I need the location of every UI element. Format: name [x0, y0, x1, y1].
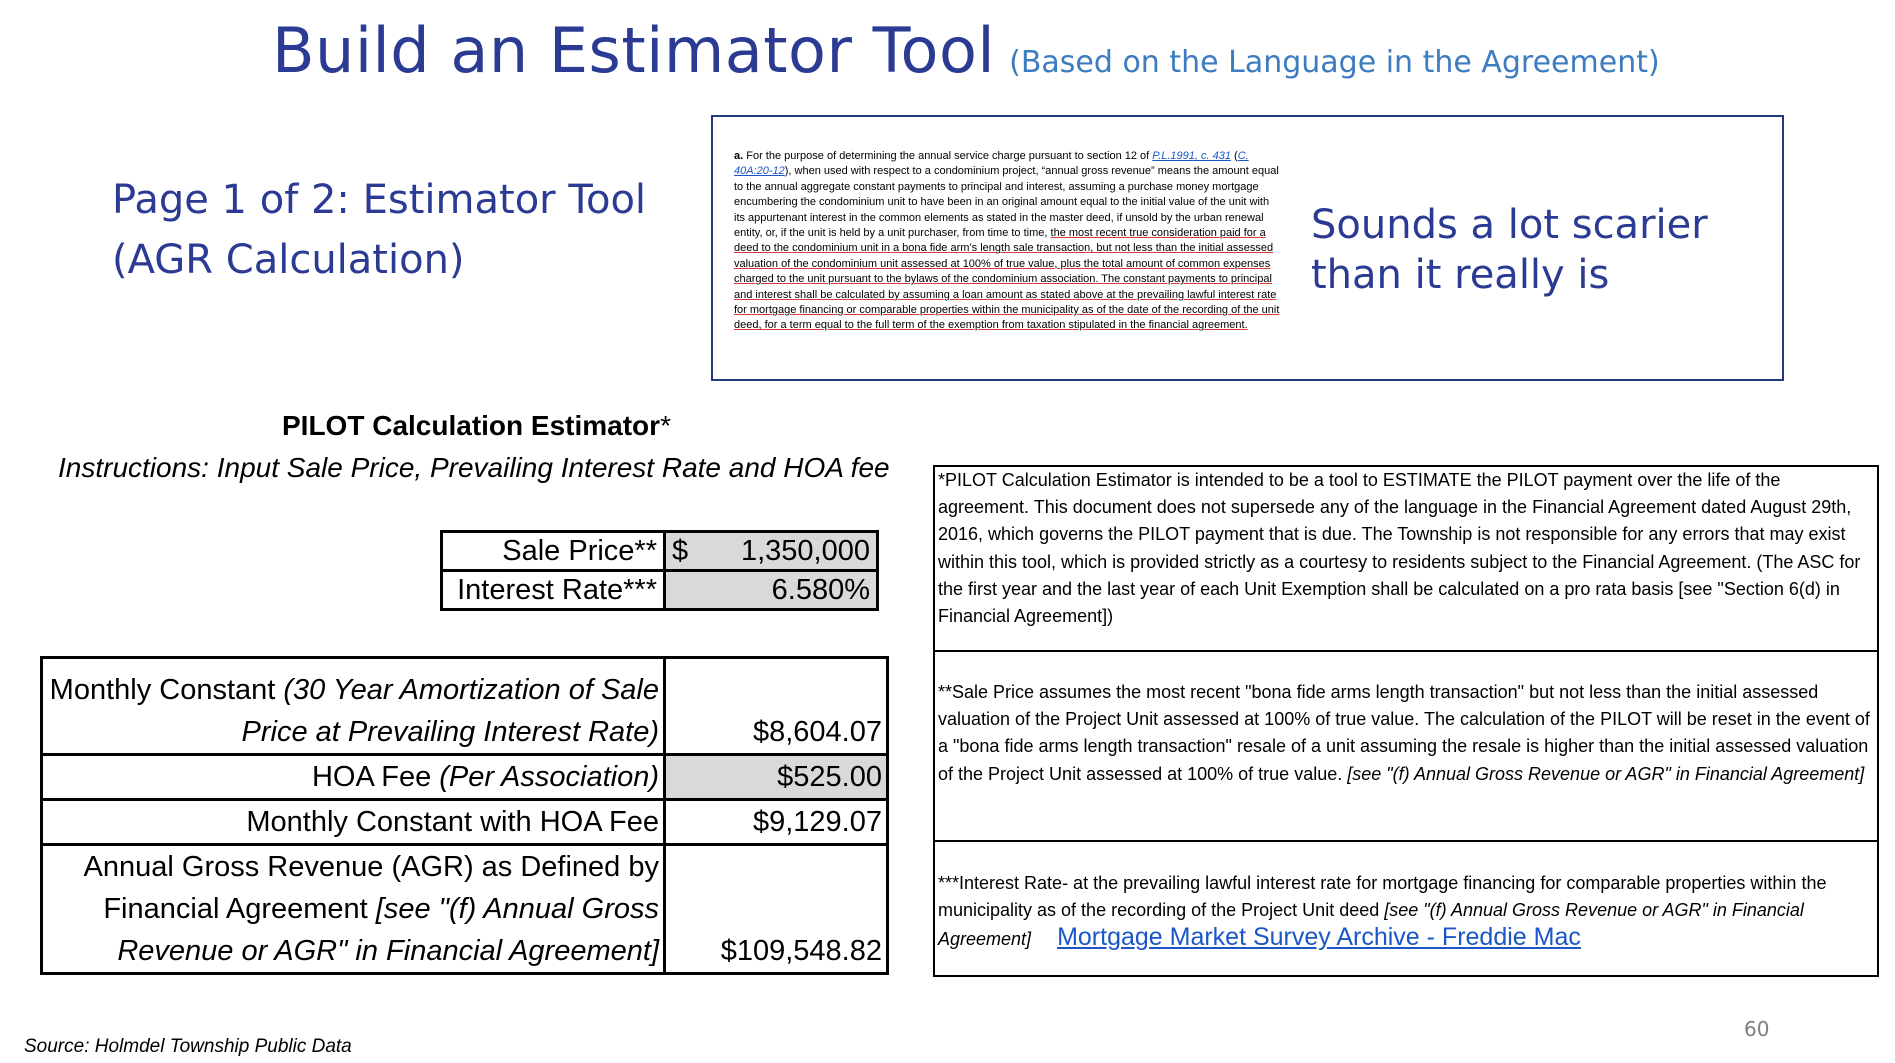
sale-price-currency: $ — [672, 534, 689, 567]
notes-divider-1 — [935, 650, 1877, 652]
interest-rate-row — [442, 571, 878, 610]
interest-rate-input[interactable] — [665, 571, 878, 610]
note-sale-price-ref: [see "(f) Annual Gross Revenue or AGR" in Financial Agreement] — [1347, 763, 1865, 784]
interest-rate-label: Interest Rate*** — [442, 571, 665, 610]
note-sale-price — [938, 679, 1874, 788]
slide-title — [272, 14, 1660, 87]
agr-row — [42, 845, 888, 974]
sale-price-input[interactable] — [665, 532, 878, 571]
excerpt-text-2: ), when used with respect to a condominium project, “annual gross revenue” means the amount equal to the annual aggregate constant payments to principal and interest, assuming a purchase money mortgage encumbering the condominium unit to have been in an original amount equal to the initial value of the unit with its appurtenant interest in the common elements as stated in the master deed, if unsold by the urban renewal entity, or, if the unit is held by a unit purchaser, from time to time, — [734, 165, 1279, 240]
monthly-constant-value: $8,604.07 — [665, 658, 888, 755]
note-interest-rate — [938, 870, 1874, 954]
estimator-title — [282, 410, 671, 442]
agr-label — [42, 845, 665, 974]
excerpt-text-1: For the purpose of determining the annual service charge pursuant to section 12 of — [746, 150, 1150, 162]
monthly-with-hoa-value: $9,129.07 — [665, 800, 888, 845]
source-note: Source: Holmdel Township Public Data — [24, 1036, 352, 1057]
sale-price-value: 1,350,000 — [740, 534, 870, 567]
note-interest-rate-text: ***Interest Rate- at the prevailing lawful interest rate for mortgage financing for comparable properties within the municipality as of the recording of the Project Unit deed — [938, 873, 1827, 921]
monthly-constant-row — [42, 658, 888, 755]
sale-price-row — [442, 532, 878, 571]
agr-label-d: Revenue or AGR" in Financial Agreement] — [117, 935, 659, 967]
agreement-excerpt-text — [734, 149, 1282, 334]
input-table — [440, 530, 879, 611]
hoa-fee-input[interactable]: $525.00 — [665, 755, 888, 800]
notes-divider-2 — [935, 840, 1877, 842]
monthly-constant-label-c: Price at Prevailing Interest Rate) — [241, 716, 659, 748]
note-interest-rate-ref: [see "(f) Annual Gross Revenue or AGR" in Financial Agreement] — [938, 900, 1804, 950]
monthly-with-hoa-row — [42, 800, 888, 845]
note-sale-price-text: **Sale Price assumes the most recent "bona fide arms length transaction" but not less than the initial assessed valuation of the Project Unit assessed at 100% of true value. The calculation of the PILOT will be reset in the event of a "bona fide arms length transaction" resale of a unit assuming the resale is higher than the initial assessed valuation of the Project Unit assessed at 100% of true value. — [938, 682, 1870, 784]
hoa-fee-label-a: HOA Fee — [311, 761, 440, 793]
estimator-title-text: PILOT Calculation Estimator — [282, 410, 661, 441]
excerpt-paren: ( — [1234, 150, 1238, 162]
excerpt-lead: a. — [734, 150, 744, 162]
monthly-with-hoa-label: Monthly Constant with HOA Fee — [42, 800, 665, 845]
title-subtitle: (Based on the Language in the Agreement) — [1009, 45, 1660, 80]
interest-rate-value: 6.580% — [771, 573, 870, 606]
excerpt-text-3: the most recent true consideration paid for a deed to the condominium unit in a bona fide arm’s length sale transaction, but not less than the initial assessed valuation of the condominium unit assessed at 100% of true value, plus the total amount of common expenses charged to the unit pursuant to the bylaws of the condominium association. The constant payments to principal and interest shall be calculated by assuming a loan amount as stated above at the prevailing lawful interest rate for mortgage financing or comparable properties within the municipality as of the date of the recording of the unit deed, for a term equal to the full term of the exemption from taxation stipulated in the financial agreement. — [734, 227, 1280, 332]
agr-label-b: Financial Agreement — [103, 893, 376, 925]
callout-line1: Sounds a lot scarier — [1311, 202, 1708, 248]
page-label-line2: (AGR Calculation) — [112, 237, 465, 283]
calculation-table — [40, 656, 889, 975]
page-label — [112, 170, 646, 290]
hoa-fee-label — [42, 755, 665, 800]
sale-price-label: Sale Price** — [442, 532, 665, 571]
callout-line2: than it really is — [1311, 252, 1610, 298]
monthly-constant-label — [42, 658, 665, 755]
agr-label-a: Annual Gross Revenue (AGR) as Defined by — [83, 851, 659, 883]
estimator-instructions: Instructions: Input Sale Price, Prevailing Interest Rate and HOA fee — [58, 452, 890, 483]
monthly-constant-label-b: (30 Year Amortization of Sale — [283, 674, 659, 706]
title-main: Build an Estimator Tool — [272, 14, 996, 87]
hoa-fee-row — [42, 755, 888, 800]
disclaimer-notes-box — [933, 465, 1879, 977]
agr-value: $109,548.82 — [665, 845, 888, 974]
note-disclaimer: *PILOT Calculation Estimator is intended to be a tool to ESTIMATE the PILOT payment over the life of the agreement. This document does not supersede any of the language in the Financial Agreement dated August 29th, 2016, which governs the PILOT payment that is due. The Township is not responsible for any errors that may exist within this tool, which is provided strictly as a courtesy to residents subject to the Financial Agreement. (The ASC for the first year and the last year of each Unit Exemption shall be calculated on a pro rata basis [see "Section 6(d) in Financial Agreement]) — [938, 470, 1861, 627]
statute-link-1[interactable]: P.L.1991, c. 431 — [1152, 150, 1231, 162]
page-label-line1: Page 1 of 2: Estimator Tool — [112, 177, 647, 223]
agr-label-c: [see "(f) Annual Gross — [375, 893, 659, 925]
hoa-fee-label-b: (Per Association) — [439, 761, 659, 793]
estimator-title-mark: * — [660, 410, 671, 441]
statute-link-2[interactable]: C. 40A:20-12 — [734, 150, 1249, 178]
monthly-constant-label-a: Monthly Constant — [49, 674, 284, 706]
page-number: 60 — [1744, 1017, 1770, 1041]
callout-text — [1311, 200, 1708, 300]
freddie-mac-link[interactable]: Mortgage Market Survey Archive - Freddie Mac — [1057, 923, 1581, 952]
